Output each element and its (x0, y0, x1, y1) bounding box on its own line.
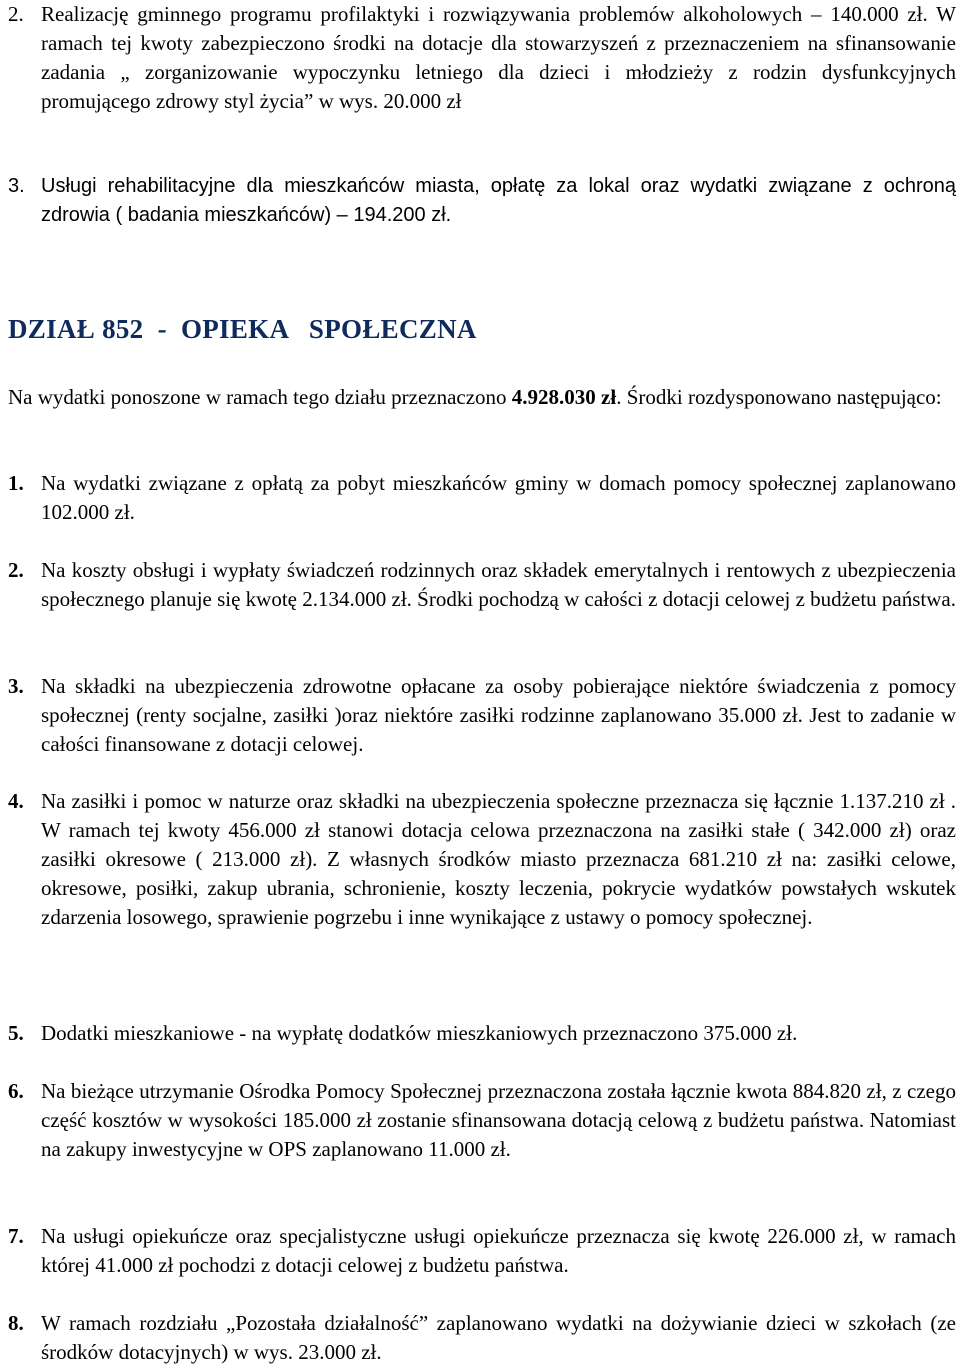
item-text: Na bieżące utrzymanie Ośrodka Pomocy Społecznej przeznaczona została łącznie kwota 884.820 zł, z czego część kosztów w wysokości 185.000 zł zostanie sfinansowana dotacją celową z budżetu państwa. Natomiast na zakupy inwestycyjne w OPS zaplanowano 11.000 zł. (41, 1079, 956, 1161)
section-heading: DZIAŁ 852 - OPIEKA SPOŁECZNA (8, 314, 477, 344)
list-item (8, 1019, 956, 1048)
section-intro (8, 383, 956, 412)
list-item (8, 1077, 956, 1164)
list-item (8, 1309, 956, 1367)
list-item (8, 1222, 956, 1280)
item-number: 3. (8, 175, 25, 197)
list-item (8, 787, 956, 932)
list-item (8, 556, 956, 614)
item-number: 7. (8, 1224, 24, 1248)
item-text: Na zasiłki i pomoc w naturze oraz składki na ubezpieczenia społeczne przeznacza się łącznie 1.137.210 zł . W ramach tej kwoty 456.000 zł stanowi dotacja celowa przeznaczona na zasiłki stałe ( 342.000 zł) oraz zasiłki okresowe ( 213.000 zł). Z własnych środków miasto przeznacza 681.210 zł na: zasiłki celowe, okresowe, posiłki, zakup ubrania, schronienie, koszty leczenia, pokrycie wydatków powstałych wskutek zdarzenia losowego, sprawienie pogrzebu i inne wynikające z ustawy o pomocy społecznej. (41, 789, 956, 929)
list-item (8, 469, 956, 527)
item-number: 1. (8, 471, 24, 495)
item-number: 3. (8, 674, 24, 698)
item-number: 8. (8, 1311, 24, 1335)
list-item (8, 172, 956, 230)
item-text: Dodatki mieszkaniowe - na wypłatę dodatków mieszkaniowych przeznaczono 375.000 zł. (41, 1021, 798, 1045)
intro-amount: 4.928.030 zł (511, 385, 617, 409)
item-number: 6. (8, 1079, 24, 1103)
intro-text-before: Na wydatki ponoszone w ramach tego działu przeznaczono (8, 385, 512, 409)
item-text: Na wydatki związane z opłatą za pobyt mieszkańców gminy w domach pomocy społecznej zaplanowano 102.000 zł. (41, 471, 956, 524)
item-number: 2. (8, 558, 24, 582)
item-number: 2. (8, 2, 24, 26)
item-text: Na koszty obsługi i wypłaty świadczeń rodzinnych oraz składek emerytalnych i rentowych z ubezpieczenia społecznego planuje się kwotę 2.134.000 zł. Środki pochodzą w całości z dotacji celowej z budżetu państwa. (41, 558, 956, 611)
list-item (8, 0, 956, 116)
list-item (8, 672, 956, 759)
item-number: 4. (8, 789, 24, 813)
item-text: Na składki na ubezpieczenia zdrowotne opłacane za osoby pobierające niektóre świadczenia z pomocy społecznej (renty socjalne, zasiłki )oraz niektóre zasiłki rodzinne zaplanowano 35.000 zł. Jest to zadanie w całości finansowane z dotacji celowej. (41, 674, 956, 756)
item-number: 5. (8, 1021, 24, 1045)
item-text: Realizację gminnego programu profilaktyki i rozwiązywania problemów alkoholowych – 140.000 zł. W ramach tej kwoty zabezpieczono środki na dotacje dla stowarzyszeń z przeznaczeniem na sfinansowanie zadania „ zorganizowanie wypoczynku letniego dla dzieci i młodzieży z rodzin dysfunkcyjnych promującego zdrowy styl życia” w wys. 20.000 zł (41, 2, 956, 113)
item-text: Usługi rehabilitacyjne dla mieszkańców miasta, opłatę za lokal oraz wydatki związane z ochroną zdrowia ( badania mieszkańców) – 194.200 zł. (41, 175, 956, 226)
intro-text-after: . Środki rozdysponowano następująco: (616, 385, 942, 409)
item-text: Na usługi opiekuńcze oraz specjalistyczne usługi opiekuńcze przeznacza się kwotę 226.000 zł, w ramach której 41.000 zł pochodzi z dotacji celowej z budżetu państwa. (41, 1224, 956, 1277)
item-text: W ramach rozdziału „Pozostała działalność” zaplanowano wydatki na dożywianie dzieci w szkołach (ze środków dotacyjnych) w wys. 23.000 zł. (41, 1311, 956, 1364)
